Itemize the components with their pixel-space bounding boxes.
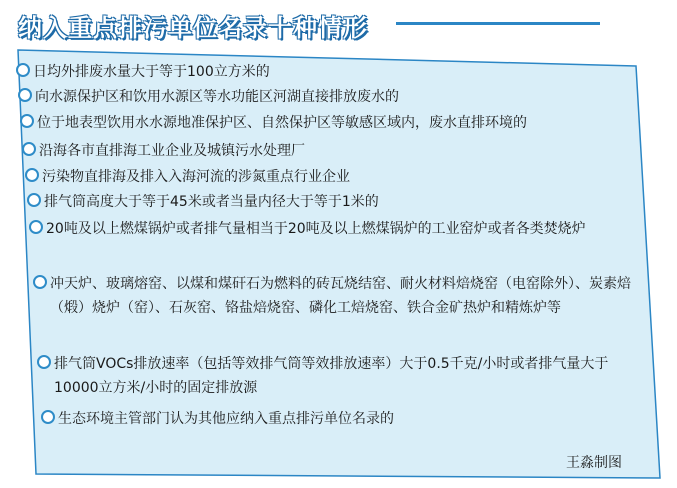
list-item-text: 排气筒高度大于等于45米或者当量内径大于等于1米的 <box>44 194 379 210</box>
list-item-text: 日均外排废水量大于等于100立方米的 <box>33 64 270 80</box>
list-item-text: 冲天炉、玻璃熔窑、以煤和煤矸石为燃料的砖瓦烧结窑、耐火材料焙烧窑（电窑除外）、炭素焙（煅）烧炉（窑）、石灰窑、铬盐焙烧窑、磷化工焙烧窑、铁合金矿热炉和精炼炉等 <box>50 276 631 316</box>
list-item <box>33 272 643 320</box>
circle-bullet-icon <box>20 114 34 128</box>
circle-bullet-icon <box>27 193 41 207</box>
circle-bullet-icon <box>16 63 30 77</box>
circle-bullet-icon <box>25 168 39 182</box>
list-item <box>22 139 612 163</box>
circle-bullet-icon <box>33 275 47 289</box>
list-item <box>37 352 641 400</box>
list-item <box>20 111 620 135</box>
circle-bullet-icon <box>22 142 36 156</box>
list-item <box>18 85 608 109</box>
list-item <box>25 165 615 189</box>
circle-bullet-icon <box>29 220 43 234</box>
circle-bullet-icon <box>18 88 32 102</box>
list-item <box>16 60 606 84</box>
list-item <box>41 407 631 431</box>
circle-bullet-icon <box>41 410 55 424</box>
list-item <box>27 190 617 214</box>
list-item <box>29 217 641 241</box>
list-item-text: 位于地表型饮用水水源地准保护区、自然保护区等敏感区域内，废水直排环境的 <box>37 115 527 131</box>
list-item-text: 20吨及以上燃煤锅炉或者排气量相当于20吨及以上燃煤锅炉的工业窑炉或者各类焚烧炉 <box>46 221 586 237</box>
list-item-text: 向水源保护区和饮用水源区等水功能区河湖直接排放废水的 <box>35 89 399 105</box>
list-item-text: 沿海各市直排海工业企业及城镇污水处理厂 <box>39 143 305 159</box>
title-divider <box>396 22 600 25</box>
page-title: 纳入重点排污单位名录十种情形 <box>18 14 368 42</box>
image-credit: 王淼制图 <box>566 455 622 471</box>
list-item-text: 污染物直排海及排入入海河流的涉氮重点行业企业 <box>42 169 350 185</box>
list-item-text: 排气筒VOCs排放速率（包括等效排气筒等效排放速率）大于0.5千克/小时或者排气量大于10000立方米/小时的固定排放源 <box>54 356 609 396</box>
list-item-text: 生态环境主管部门认为其他应纳入重点排污单位名录的 <box>58 411 394 427</box>
circle-bullet-icon <box>37 355 51 369</box>
